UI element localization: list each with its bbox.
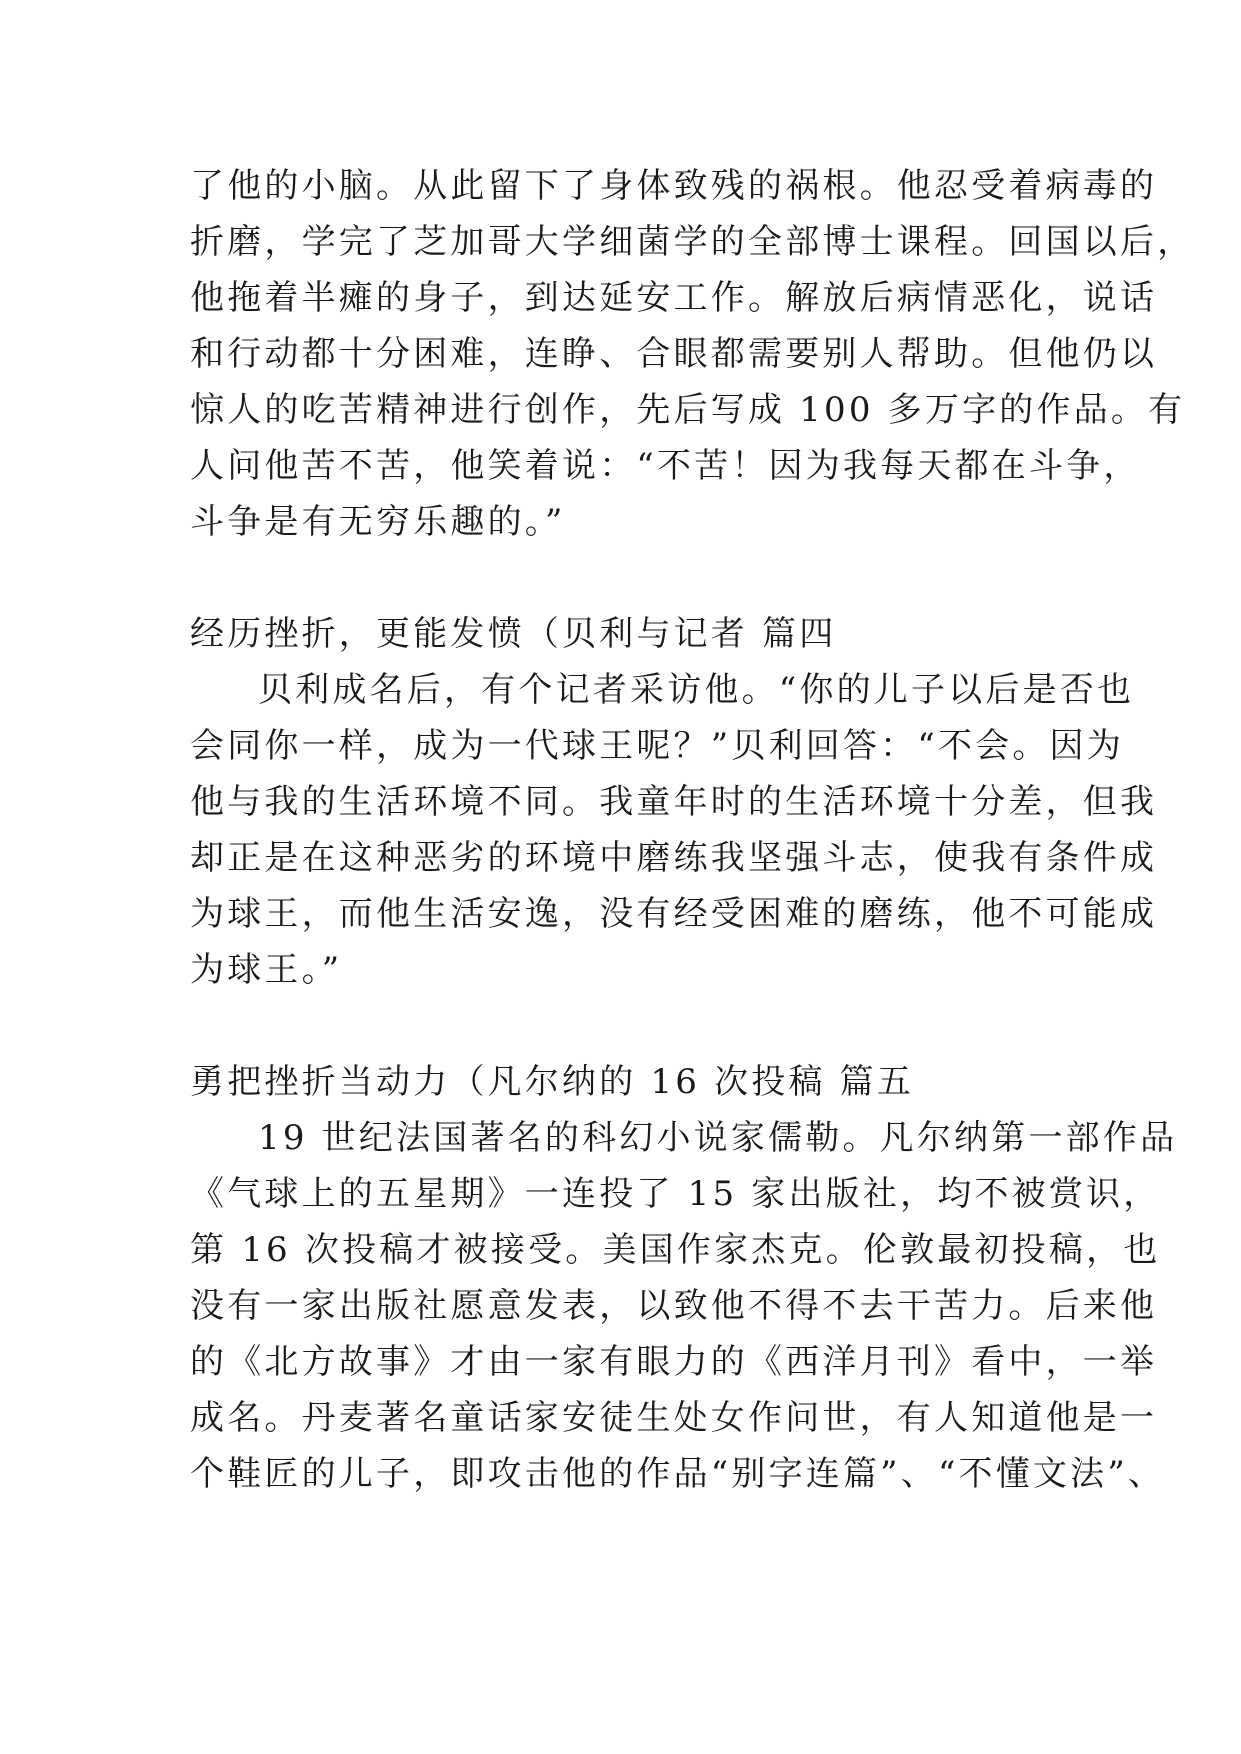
body-text-line: 了他的小脑。从此留下了身体致残的祸根。他忍受着病毒的 [190,166,1158,206]
body-text-line: 《气球上的五星期》一连投了 15 家出版社，均不被赏识， [190,1174,1161,1214]
section-heading: 勇把挫折当动力（凡尔纳的 16 次投稿 篇五 [190,1062,915,1102]
body-text-line: 为球王，而他生活安逸，没有经受困难的磨练，他不可能成 [190,894,1158,934]
body-text-line: 的《北方故事》才由一家有眼力的《西洋月刊》看中，一举 [190,1342,1158,1382]
body-text-line: 惊人的吃苦精神进行创作，先后写成 100 多万字的作品。有 [190,390,1186,430]
body-text-line: 会同你一样，成为一代球王呢？”贝利回答：“不会。因为 [190,726,1124,766]
body-text-line: 和行动都十分困难，连睁、合眼都需要别人帮助。但他仍以 [190,334,1158,374]
body-text-line: 斗争是有无穷乐趣的。” [190,502,566,542]
body-text-line: 没有一家出版社愿意发表，以致他不得不去干苦力。后来他 [190,1286,1158,1326]
body-text-line: 他与我的生活环境不同。我童年时的生活环境十分差，但我 [190,782,1158,822]
body-text-line: 为球王。” [190,950,343,990]
body-text-line: 贝利成名后，有个记者采访他。“你的儿子以后是否也 [258,670,1135,710]
body-text-line: 却正是在这种恶劣的环境中磨练我坚强斗志，使我有条件成 [190,838,1158,878]
body-text-line: 他拖着半瘫的身子，到达延安工作。解放后病情恶化，说话 [190,278,1158,318]
body-text-line: 人问他苦不苦，他笑着说：“不苦！因为我每天都在斗争， [190,446,1141,486]
body-text-line: 折磨，学完了芝加哥大学细菌学的全部博士课程。回国以后， [190,222,1195,262]
body-text-line: 成名。丹麦著名童话家安徒生处女作问世，有人知道他是一 [190,1398,1158,1438]
body-text-line: 个鞋匠的儿子，即攻击他的作品“别字连篇”、“不懂文法”、 [190,1454,1166,1494]
body-text-line: 第 16 次投稿才被接受。美国作家杰克。伦敦最初投稿，也 [190,1230,1161,1270]
body-text-line: 19 世纪法国著名的科幻小说家儒勒。凡尔纳第一部作品 [258,1118,1178,1158]
section-heading: 经历挫折，更能发愤（贝利与记者 篇四 [190,614,837,654]
